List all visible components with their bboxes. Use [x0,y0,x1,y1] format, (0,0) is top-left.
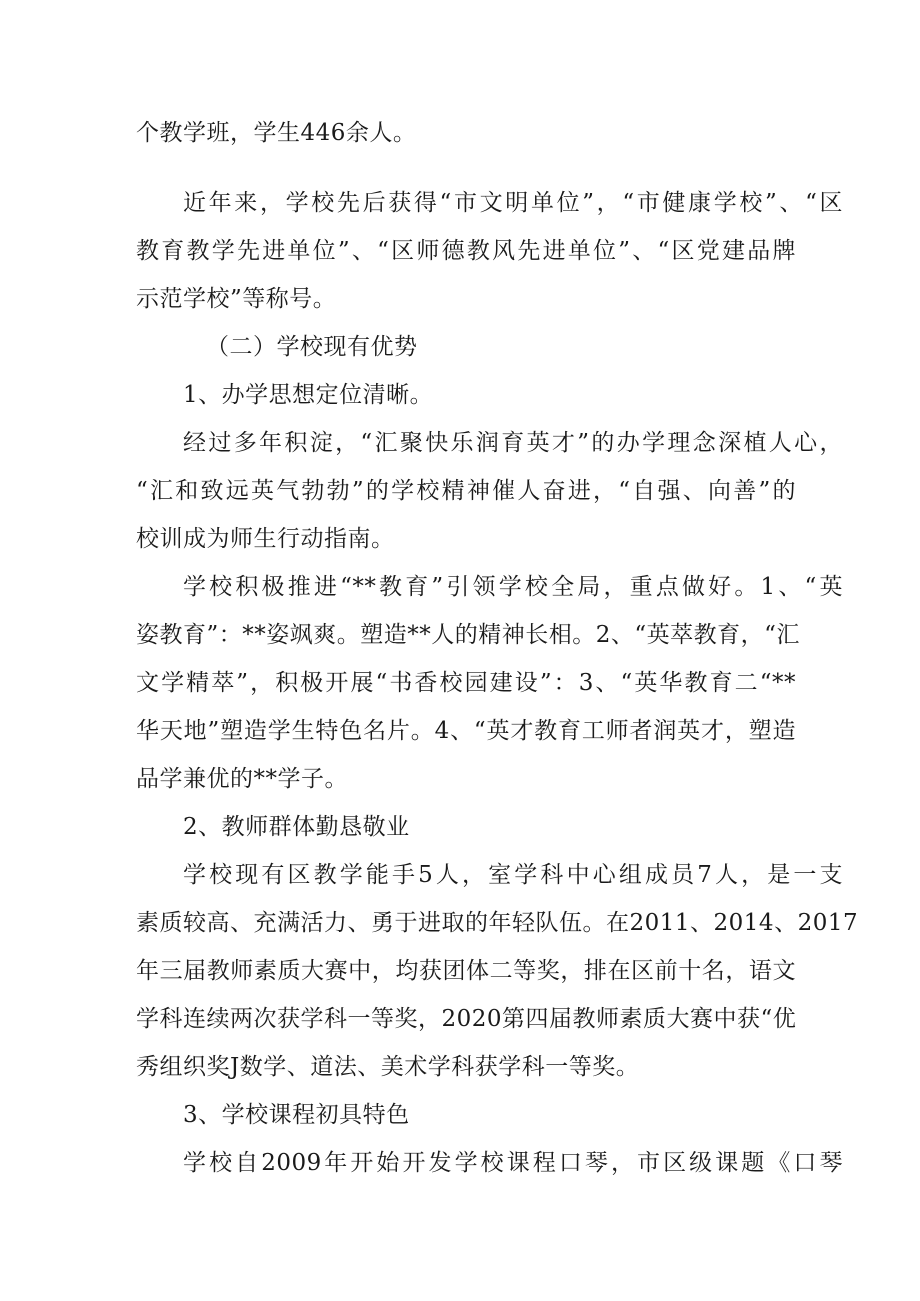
subsection-heading: 3、学校课程初具特色 [183,1102,410,1128]
text-line: 学校积极推进“**教育”引领学校全局，重点做好。1、“英 [183,574,843,600]
text-line: 品学兼优的**学子。 [136,766,348,792]
text-line: “汇和致远英气勃勃”的学校精神催人奋进，“自强、向善”的 [136,478,796,504]
text-line: 年三届教师素质大赛中，均获团体二等奖，排在区前十名，语文 [136,958,796,984]
section-heading: （二）学校现有优势 [206,334,418,360]
subsection-heading: 1、办学思想定位清晰。 [183,382,434,408]
text-line: 学科连续两次获学科一等奖，2020第四届教师素质大赛中获“优 [136,1006,797,1032]
text-line: 姿教育”：**姿飒爽。塑造**人的精神长相。2、“英萃教育，“汇 [136,622,800,648]
text-line: 华天地”塑造学生特色名片。4、“英才教育工师者润英才，塑造 [136,718,796,744]
text-line: 个教学班，学生446余人。 [136,120,417,146]
text-line: 近年来，学校先后获得“市文明单位”，“市健康学校”、“区 [183,190,843,216]
subsection-heading: 2、教师群体勤恳敬业 [183,814,410,840]
text-line: 校训成为师生行动指南。 [136,526,395,552]
text-line: 教育教学先进单位”、“区师德教风先进单位”、“区党建品牌 [136,238,796,264]
text-line: 经过多年积淀，“汇聚快乐润育英才”的办学理念深植人心， [183,430,843,456]
text-line: 文学精萃”，积极开展“书香校园建设”：3、“英华教育二“** [136,670,796,696]
text-line: 学校现有区教学能手5人，室学科中心组成员7人，是一支 [183,862,843,888]
text-line: 示范学校”等称号。 [136,286,337,312]
text-line: 秀组织奖J数学、道法、美术学科获学科一等奖。 [136,1054,640,1080]
text-line: 素质较高、充满活力、勇于进取的年轻队伍。在2011、2014、2017 [136,910,859,936]
text-line: 学校自2009年开始开发学校课程口琴，市区级课题《口琴 [183,1150,843,1176]
